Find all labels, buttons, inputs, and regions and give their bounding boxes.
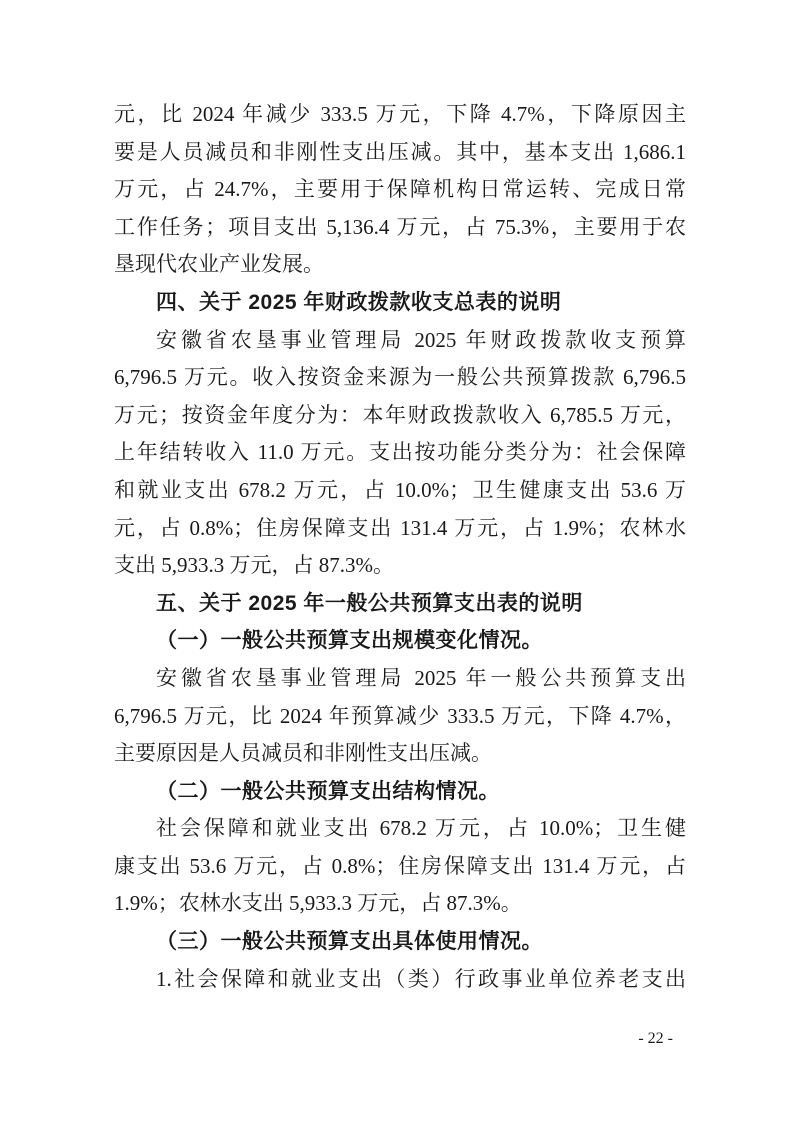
subsection-heading: （二）一般公共预算支出结构情况。 — [156, 778, 500, 803]
text-line: 和就业支出 678.2 万元，占 10.0%；卫生健康支出 53.6 万 — [114, 477, 686, 502]
subsection-heading: （一）一般公共预算支出规模变化情况。 — [156, 628, 543, 653]
text-line: 万元，占 24.7%，主要用于保障机构日常运转、完成日常 — [114, 177, 686, 202]
page-number: - 22 - — [638, 1030, 673, 1047]
text-line: 垦现代农业产业发展。 — [114, 252, 324, 277]
text-line: 1.9%；农林水支出 5,933.3 万元，占 87.3%。 — [114, 891, 522, 916]
text-line: 6,796.5 万元。收入按资金来源为一般公共预算拨款 6,796.5 — [114, 365, 686, 390]
text-line: 安徽省农垦事业管理局 2025 年一般公共预算支出 — [156, 665, 686, 690]
text-line: 社会保障和就业支出 678.2 万元，占 10.0%；卫生健 — [156, 816, 686, 841]
text-line: 康支出 53.6 万元，占 0.8%；住房保障支出 131.4 万元，占 — [114, 853, 686, 878]
text-line: 万元；按资金年度分为：本年财政拨款收入 6,785.5 万元， — [114, 402, 686, 427]
text-line: 支出 5,933.3 万元，占 87.3%。 — [114, 553, 394, 578]
text-line: 上年结转收入 11.0 万元。支出按功能分类分为：社会保障 — [114, 440, 686, 465]
text-line: 工作任务；项目支出 5,136.4 万元，占 75.3%，主要用于农 — [114, 214, 686, 239]
text-line: 1.社会保障和就业支出（类）行政事业单位养老支出 — [156, 966, 686, 991]
text-line: 主要原因是人员减员和非刚性支出压减。 — [114, 741, 492, 766]
text-line: 元，比 2024 年减少 333.5 万元，下降 4.7%，下降原因主 — [114, 102, 686, 126]
section-heading: 四、关于 2025 年财政拨款收支总表的说明 — [156, 290, 562, 314]
text-line: 要是人员减员和非刚性支出压减。其中，基本支出 1,686.1 — [114, 139, 686, 164]
section-heading: 五、关于 2025 年一般公共预算支出表的说明 — [156, 591, 583, 615]
subsection-heading: （三）一般公共预算支出具体使用情况。 — [156, 929, 543, 954]
document-body — [114, 96, 686, 998]
text-line: 安徽省农垦事业管理局 2025 年财政拨款收支预算 — [156, 327, 686, 352]
text-line: 元，占 0.8%；住房保障支出 131.4 万元，占 1.9%；农林水 — [114, 515, 686, 540]
text-line: 6,796.5 万元，比 2024 年预算减少 333.5 万元，下降 4.7%， — [114, 703, 686, 728]
